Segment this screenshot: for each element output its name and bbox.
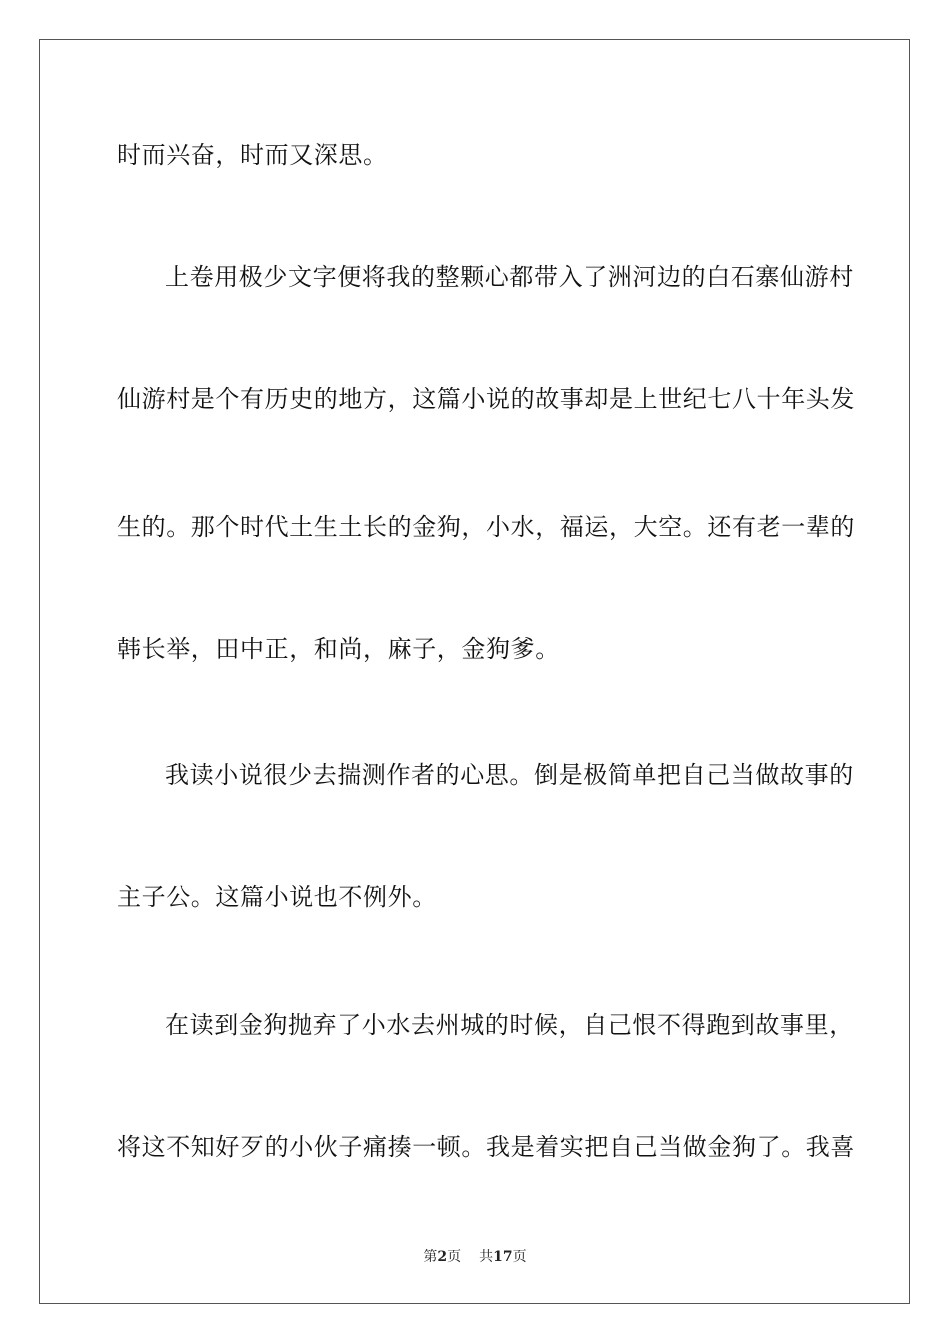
total-prefix: 共 — [479, 1249, 494, 1265]
page-current: 2 — [437, 1249, 448, 1265]
page-suffix: 页 — [447, 1249, 462, 1265]
total-count: 17 — [493, 1249, 513, 1265]
total-pages — [479, 1248, 526, 1266]
text-line-8: 在读到金狗抛弃了小水去州城的时候，自己恨不得跑到故事里， — [165, 1011, 854, 1039]
text-line-5: 韩长举，田中正，和尚，麻子，金狗爹。 — [117, 635, 560, 663]
text-line-3: 仙游村是个有历史的地方，这篇小说的故事却是上世纪七八十年头发 — [117, 385, 855, 413]
total-suffix: 页 — [512, 1249, 527, 1265]
text-line-1: 时而兴奋，时而又深思。 — [117, 141, 388, 169]
text-line-4: 生的。那个时代土生土长的金狗，小水，福运，大空。还有老一辈的 — [117, 513, 855, 541]
page-footer — [0, 1248, 950, 1266]
text-line-7: 主子公。这篇小说也不例外。 — [117, 883, 437, 911]
text-line-2: 上卷用极少文字便将我的整颗心都带入了洲河边的白石寨仙游村 — [165, 263, 854, 291]
page-number — [423, 1248, 461, 1266]
page-prefix: 第 — [423, 1249, 438, 1265]
text-line-9: 将这不知好歹的小伙子痛揍一顿。我是着实把自己当做金狗了。我喜 — [117, 1133, 855, 1161]
text-line-6: 我读小说很少去揣测作者的心思。倒是极简单把自己当做故事的 — [165, 761, 854, 789]
page-border — [39, 39, 910, 1304]
